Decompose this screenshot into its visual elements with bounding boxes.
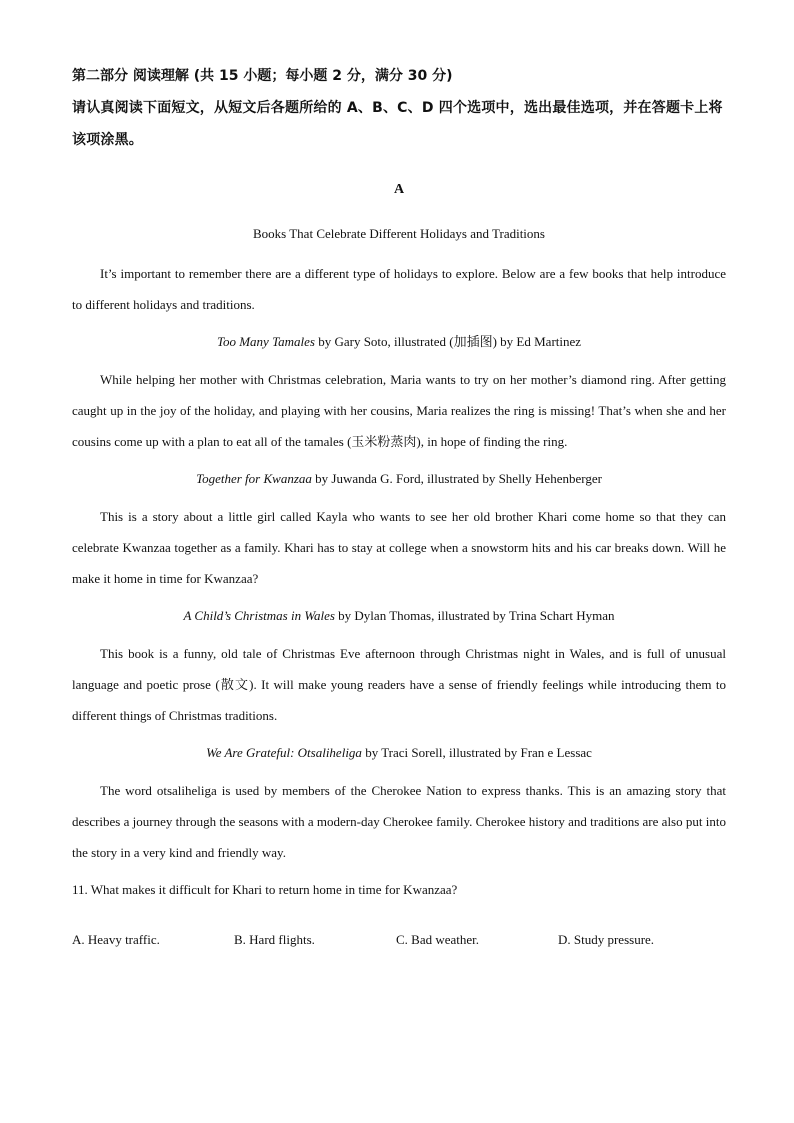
- book-description: This book is a funny, old tale of Christmas Eve afternoon through Christmas night in Wales, and is full of unusual language and poetic prose (散文). It will make young readers have a sense of friendly feelings while introducing them to different things of Christmas traditions.: [72, 646, 726, 723]
- passage-letter: A: [393, 182, 405, 197]
- book-title: A Child’s Christmas in Wales: [183, 608, 335, 623]
- option-a: A. Heavy traffic.: [72, 932, 160, 947]
- exam-page: [72, 60, 726, 955]
- passage-intro: It’s important to remember there are a different type of holidays to explore. Below are a few books that help introduce to different holidays and traditions.: [72, 266, 726, 312]
- book-entry: [72, 464, 726, 594]
- book-description: While helping her mother with Christmas celebration, Maria wants to try on her mother’s diamond ring. After getting caught up in the joy of the holiday, and playing with her cousins, Maria realizes the ring is missing! That’s when she and her cousins come up with a plan to eat all of the tamales (玉米粉蒸肉), in hope of finding the ring.: [72, 372, 726, 449]
- option-c: C. Bad weather.: [396, 932, 480, 947]
- option-b: B. Hard flights.: [234, 932, 315, 947]
- book-entry: [72, 738, 726, 868]
- book-description: This is a story about a little girl called Kayla who wants to see her old brother Khari come home so that they can celebrate Kwanzaa together as a family. Khari has to stay at college when a snowstorm hits and his car breaks down. Will he make it home in time for Kwanzaa?: [72, 509, 726, 586]
- passage-title: Books That Celebrate Different Holidays and Traditions: [253, 226, 545, 241]
- answer-options: [72, 925, 726, 955]
- book-description: The word otsaliheliga is used by members of the Cherokee Nation to express thanks. This is an amazing story that describes a journey through the seasons with a modern-day Cherokee family. Cherokee history and traditions are also put into the story in a very kind and friendly way.: [72, 783, 726, 860]
- book-entry: [72, 601, 726, 731]
- book-byline: by Dylan Thomas, illustrated by Trina Schart Hyman: [334, 608, 615, 623]
- book-heading: [72, 327, 726, 357]
- book-title: We Are Grateful: Otsaliheliga: [206, 745, 362, 760]
- book-byline: by Juwanda G. Ford, illustrated by Shelly Hehenberger: [311, 471, 602, 486]
- book-byline: by Gary Soto, illustrated (加插图) by Ed Martinez: [314, 334, 582, 349]
- book-title: Too Many Tamales: [216, 334, 315, 349]
- instructions: 请认真阅读下面短文，从短文后各题所给的 A、B、C、D 四个选项中，选出最佳选项，并在答题卡上将该项涂黑。: [72, 100, 723, 148]
- book-byline: by Traci Sorell, illustrated by Fran e Lessac: [361, 745, 592, 760]
- book-heading: [72, 601, 726, 631]
- book-entry: [72, 327, 726, 457]
- section-heading: 第二部分 阅读理解 (共 15 小题；每小题 2 分，满分 30 分): [72, 68, 453, 84]
- book-heading: [72, 738, 726, 768]
- question-text: 11. What makes it difficult for Khari to return home in time for Kwanzaa?: [72, 882, 458, 897]
- option-d: D. Study pressure.: [558, 932, 655, 947]
- book-heading: [72, 464, 726, 494]
- book-title: Together for Kwanzaa: [196, 471, 312, 486]
